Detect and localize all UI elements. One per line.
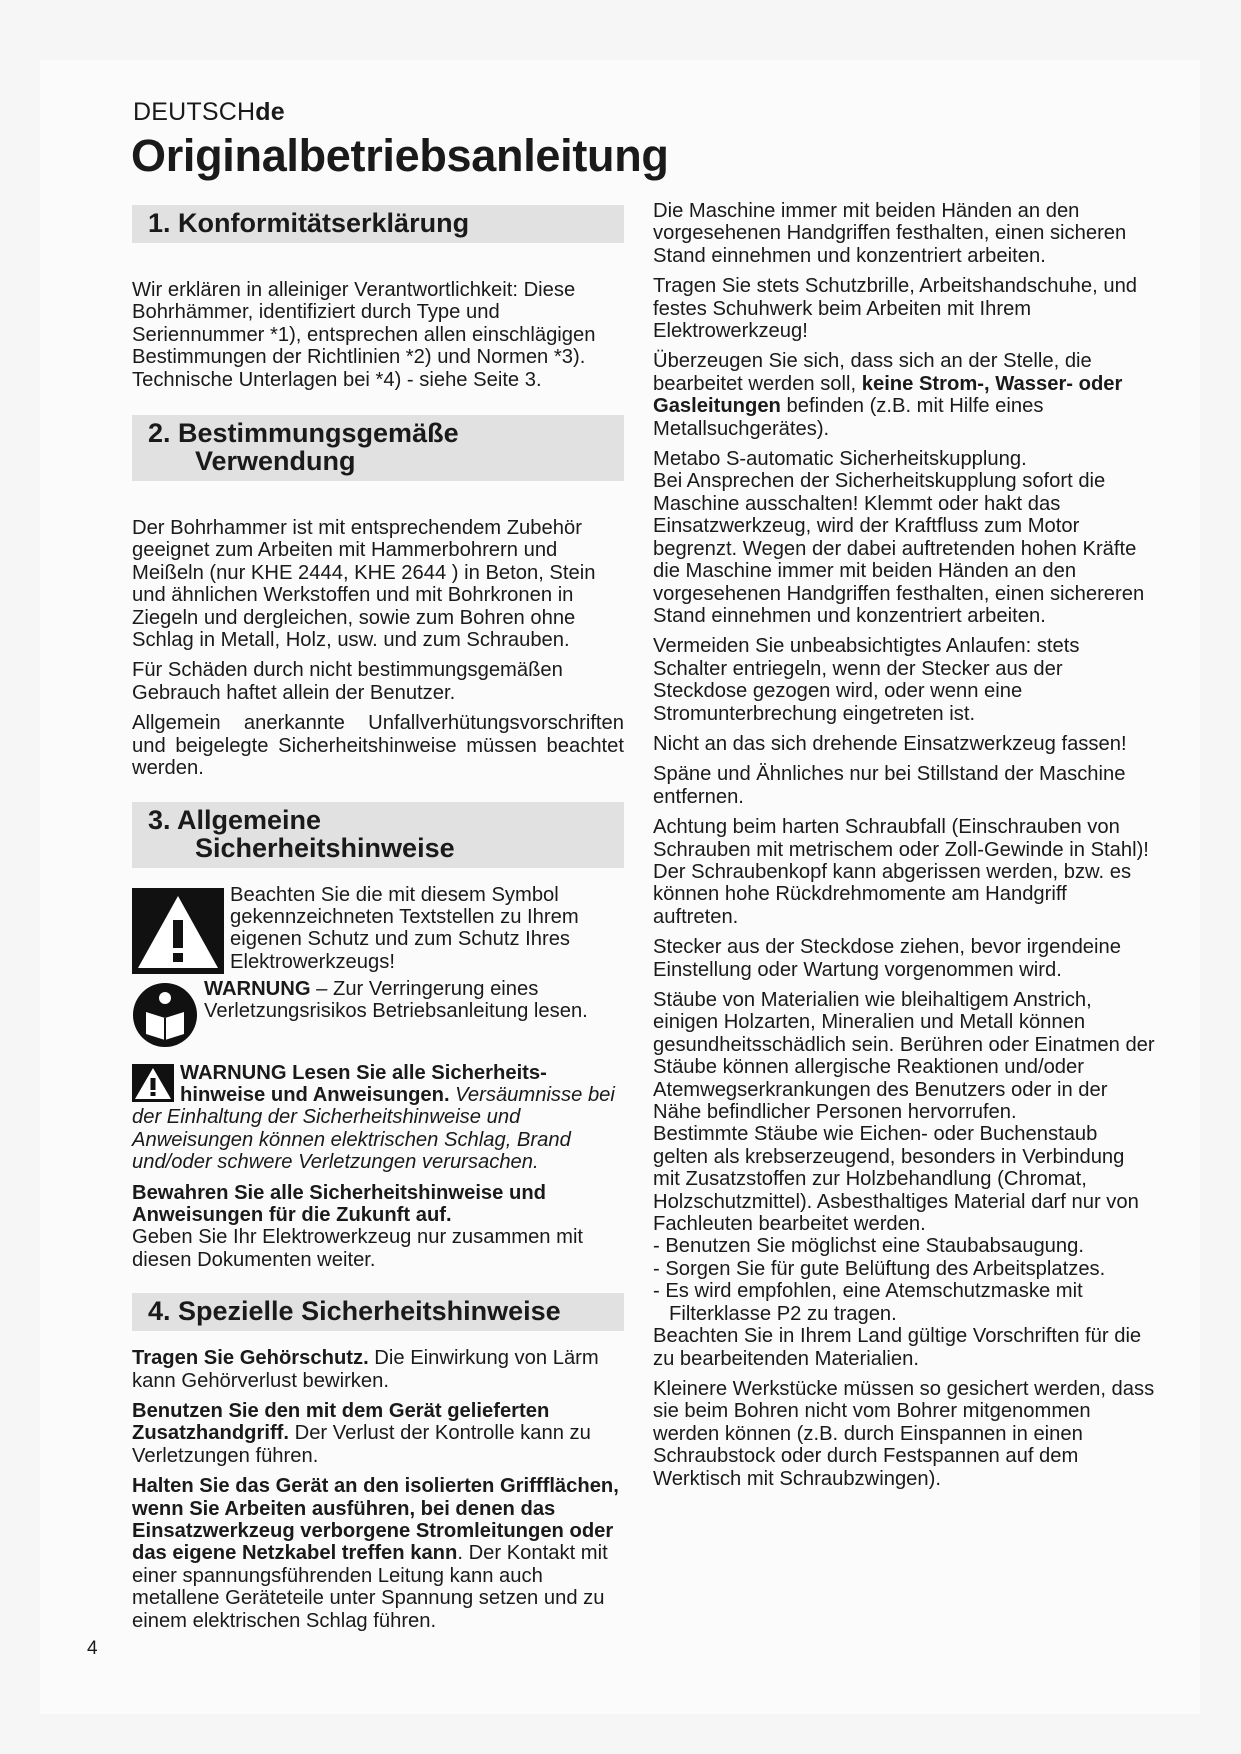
section-heading-4: 4. Spezielle Sicherheitshinweise: [132, 1293, 624, 1331]
language-label: DEUTSCHde: [133, 98, 285, 126]
paragraph: Geben Sie Ihr Elektrowerkzeug nur zusammen mit diesen Dokumenten weiter.: [132, 1226, 584, 1271]
section-heading-1: 1. Konformitätserklärung: [132, 205, 624, 243]
right-column: [653, 200, 1156, 1498]
warning-paragraph: WARNUNG Lesen Sie alle Sicherheits-hinweise und Anweisungen. Versäumnisse bei der Einhaltung der Sicherheitshinweise und Anweisungen können elektrischen Schlag, Brand und/oder schwere Verletzungen verursachen.: [132, 1061, 615, 1174]
list-item: - Es wird empfohlen, eine Atemschutzmaske mit: [653, 1280, 1083, 1303]
paragraph: Überzeugen Sie sich, dass sich an der Stelle, die bearbeitet werden soll, keine Strom-, Wasser- oder Gasleitungen befinden (z.B. mit Hilfe eines Metallsuchgerätes).: [653, 350, 1123, 440]
symbol-note-text: Beachten Sie die mit diesem Symbol gekennzeichneten Textstellen zu Ihrem eigenen Schutz und zum Schutz Ihres Elektrowerkzeugs!: [230, 883, 579, 973]
paragraph: Stäube von Materialien wie bleihaltigem Anstrich, einigen Holzarten, Mineralien und Metall können gesundheitsschädlich sein. Berühren oder Einatmen der Stäube können allergische Reaktionen und/oder Atemwegserkrankungen des Benutzers oder in der Nähe befindlicher Personen hervorrufen.: [653, 989, 1155, 1124]
paragraph: Stecker aus der Steckdose ziehen, bevor irgendeine Einstellung oder Wartung vorgenommen wird.: [653, 936, 1121, 981]
paragraph: Wir erklären in alleiniger Verantwortlichkeit: Diese Bohrhämmer, identifiziert durch Type und Seriennummer *1), entsprechen allen einschlägigen Bestimmungen der Richtlinien *2) und Normen *3). Technische Unterlagen bei *4) - siehe Seite 3.: [132, 279, 596, 391]
section-heading-3: 3. Allgemeine Sicherheitshinweise: [132, 802, 624, 868]
list-item-continued: Filterklasse P2 zu tragen.: [669, 1302, 897, 1325]
read-manual-text: WARNUNG – Zur Verringerung eines Verletzungsrisikos Betriebsanleitung lesen.: [204, 977, 588, 1022]
page-number: 4: [87, 1638, 98, 1659]
paragraph: Beachten Sie in Ihrem Land gültige Vorschriften für die zu bearbeitenden Materialien.: [653, 1325, 1142, 1370]
list-item: - Sorgen Sie für gute Belüftung des Arbeitsplatzes.: [653, 1257, 1106, 1280]
list-item: - Benutzen Sie möglichst eine Staubabsaugung.: [653, 1235, 1084, 1258]
paragraph: Die Maschine immer mit beiden Händen an den vorgesehenen Handgriffen festhalten, einen sicheren Stand einnehmen und konzentriert arbeiten.: [653, 200, 1127, 267]
paragraph: Metabo S-automatic Sicherheitskupplung.: [653, 448, 1027, 471]
read-manual-note: [132, 978, 624, 1048]
paragraph: Benutzen Sie den mit dem Gerät gelieferten Zusatzhandgriff. Der Verlust der Kontrolle kann zu Verletzungen führen.: [132, 1399, 591, 1467]
keep-instructions-bold: Bewahren Sie alle Sicherheitshinweise und Anweisungen für die Zukunft auf.: [132, 1181, 546, 1226]
symbol-note: [132, 884, 624, 974]
paragraph: Tragen Sie Gehörschutz. Die Einwirkung von Lärm kann Gehörverlust bewirken.: [132, 1347, 599, 1392]
paragraph: Der Bohrhammer ist mit entsprechendem Zubehör geeignet zum Arbeiten mit Hammerbohrern und Meißeln (nur KHE 2444, KHE 2644 ) in Beton, Stein und ähnlichen Werkstoffen und mit Bohrkronen in Ziegeln und dergleichen, sowie zum Bohren ohne Schlag in Metall, Holz, usw. und zum Schrauben.: [132, 517, 596, 652]
warning-small-icon: [132, 1064, 174, 1102]
paragraph: Tragen Sie stets Schutzbrille, Arbeitshandschuhe, und festes Schuhwerk beim Arbeiten mit Ihrem Elektrowerkzeug!: [653, 275, 1138, 343]
section-heading-2: 2. Bestimmungsgemäße Verwendung: [132, 415, 624, 481]
paragraph: Bei Ansprechen der Sicherheitskupplung sofort die Maschine ausschalten! Klemmt oder hakt das Einsatzwerkzeug, wird der Kraftfluss zum Motor begrenzt. Wegen der dabei auftretenden hohen Kräfte die Maschine immer mit beiden Händen an den vorgesehenen Handgriffen festhalten, einen sichereren Stand einnehmen und konzentriert arbeiten.: [653, 470, 1145, 627]
paragraph: Nicht an das sich drehende Einsatzwerkzeug fassen!: [653, 732, 1127, 755]
read-manual-icon: [132, 982, 198, 1048]
paragraph: Halten Sie das Gerät an den isolierten Griffflächen, wenn Sie Arbeiten ausführen, bei denen das Einsatzwerkzeug verborgene Stromleitungen oder das eigene Netzkabel treffen kann. Der Kontakt mit einer spannungsführenden Leitung kann auch metallene Geräteteile unter Spannung setzen und zu einem elektrischen Schlag führen.: [132, 1475, 619, 1632]
paragraph: Allgemein anerkannte Unfallverhütungsvorschriften und beigelegte Sicherheitshinweise müssen beachtet werden.: [132, 712, 624, 780]
document-title: Originalbetriebsanleitung: [131, 130, 669, 181]
paragraph: Für Schäden durch nicht bestimmungsgemäßen Gebrauch haftet allein der Benutzer.: [132, 659, 563, 704]
paragraph: Späne und Ähnliches nur bei Stillstand der Maschine entfernen.: [653, 763, 1126, 808]
paragraph: Kleinere Werkstücke müssen so gesichert werden, dass sie beim Bohren nicht vom Bohrer mitgenommen werden können (z.B. durch Einspannen in einen Schraubstock oder durch Festspannen auf dem Werktisch mit Schraubzwingen).: [653, 1377, 1155, 1490]
paragraph: Achtung beim harten Schraubfall (Einschrauben von Schrauben mit metrischem oder Zoll-Gewinde in Stahl)! Der Schraubenkopf kann abgerissen werden, bzw. es können hohe Rückdrehmomente am Handgriff auftreten.: [653, 816, 1149, 928]
left-column: [132, 205, 624, 1640]
warning-triangle-icon: [132, 888, 224, 974]
paragraph: Bestimmte Stäube wie Eichen- oder Buchenstaub gelten als krebserzeugend, besonders in Verbindung mit Zusatzstoffen zur Holzbehandlung (Chromat, Holzschutzmittel). Asbesthaltiges Material darf nur von Fachleuten bearbeitet werden.: [653, 1123, 1139, 1236]
paragraph: Vermeiden Sie unbeabsichtigtes Anlaufen: stets Schalter entriegeln, wenn der Stecker aus der Steckdose gezogen wird, oder wenn eine Stromunterbrechung eingetreten ist.: [653, 635, 1080, 725]
